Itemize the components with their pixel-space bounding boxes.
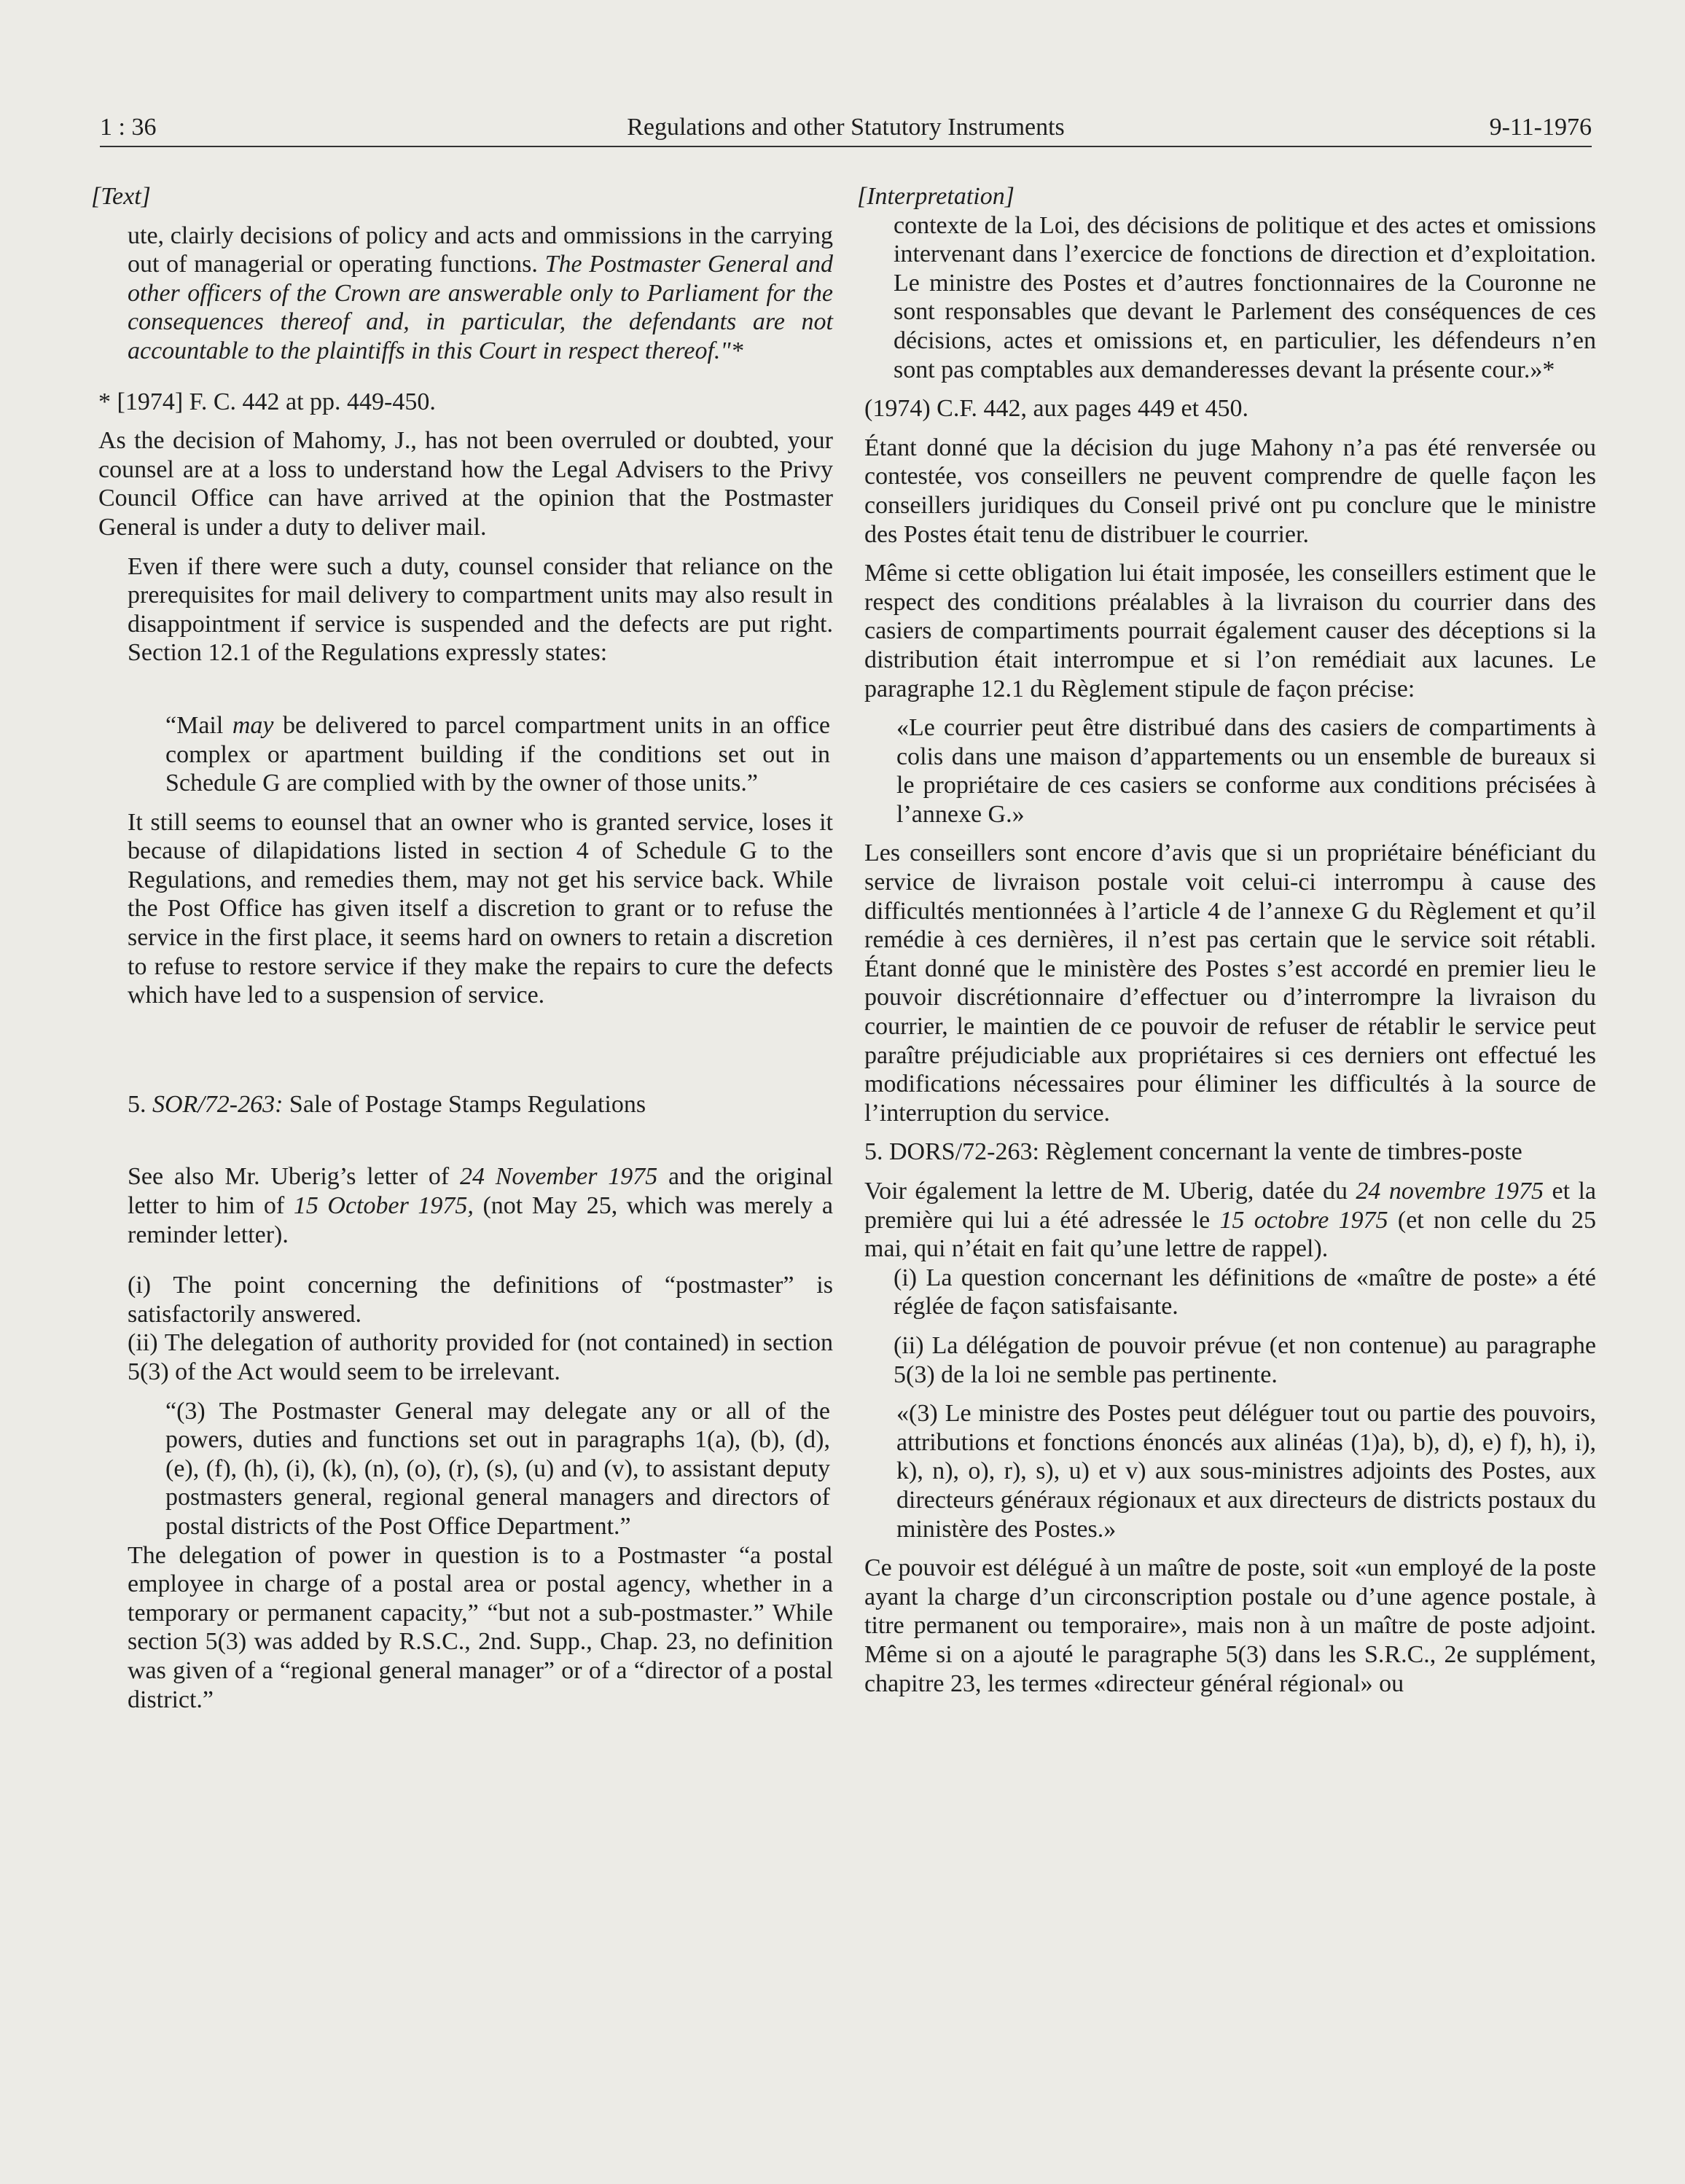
- paragraph: As the decision of Mahomy, J., has not been overruled or doubted, your counsel are at a loss to understand how the Legal Advisers to the Privy Council Office can have arrived at the opinion that the Postmaster General is under a duty to deliver mail.: [98, 427, 833, 541]
- paragraph: Voir également la lettre de M. Uberig, datée du 24 novembre 1975 et la première qui lui a été adressée le 15 octobre 1975 (et non celle du 25 mai, qui n’était en fait qu’une lettre de rappel).: [864, 1178, 1597, 1263]
- block-quote: “(3) The Postmaster General may delegate any or all of the powers, duties and functions set out in paragraphs 1(a), (b), (d), (e), (f), (h), (i), (k), (n), (o), (r), (s), (u) and (v), to assistant deputy postmasters general, regional general managers and directors of postal districts of the Post Office Department.”: [165, 1397, 830, 1540]
- footnote: (1974) C.F. 442, aux pages 449 et 450.: [864, 395, 1249, 423]
- page-number: 1 : 36: [100, 114, 157, 141]
- paragraph: The delegation of power in question is to a Postmaster “a postal employee in charge of a postal area or postal agency, whether in a temporary or permanent capacity,” “but not a sub-postmaster.” While section 5(3) was added by R.S.C., 2nd. Supp., Chap. 23, no definition was given of a “regional general manager” or of a “director of a postal district.”: [128, 1541, 833, 1713]
- block-quote: «Le courrier peut être distribué dans des casiers de compartiments à colis dans une maison d’appartements ou un ensemble de bureaux si le propriétaire de ces casiers se conforme aux conditions précisées à l’annexe G.»: [896, 714, 1596, 828]
- header-title: Regulations and other Statutory Instruments: [627, 114, 1065, 141]
- list-item: (ii) La délégation de pouvoir prévue (et non contenue) au paragraphe 5(3) de la loi ne semble pas pertinente.: [894, 1331, 1596, 1388]
- paragraph: ute, clairly decisions of policy and acts and ommissions in the carrying out of managerial or operating functions. The Postmaster General and other officers of the Crown are answerable only to Parliament for the consequences thereof and, in particular, the defendants are not accountable to the plaintiffs in this Court in respect thereof."*: [128, 222, 833, 364]
- section-5-heading: 5. SOR/72-263: Sale of Postage Stamps Regulations: [128, 1090, 646, 1118]
- paragraph: Même si cette obligation lui était imposée, les conseillers estiment que le respect des conditions préalables à la livraison du courrier dans des casiers de compartiments pourrait également causer des déceptions si la distribution était interrompue et si l’on remédiait aux lacunes. Le paragraphe 12.1 du Règlement stipule de façon précise:: [864, 560, 1596, 702]
- paragraph: Étant donné que la décision du juge Mahony n’a pas été renversée ou contestée, vos conseillers ne peuvent comprendre de quelle façon les conseillers juridiques du Conseil privé ont pu conclure que le ministre des Postes était tenu de distribuer le courrier.: [864, 434, 1596, 548]
- paragraph: See also Mr. Uberig’s letter of 24 November 1975 and the original letter to him of 15 October 1975, (not May 25, which was merely a reminder letter).: [128, 1163, 833, 1248]
- paragraph: It still seems to eounsel that an owner who is granted service, loses it because of dilapidations listed in section 4 of Schedule G to the Regulations, and remedies them, may not get his service back. While the Post Office has given itself a discretion to grant or to refuse the service in the first place, it seems hard on owners to retain a discretion to refuse to restore service if they make the repairs to cure the defects which have led to a suspension of service.: [128, 808, 833, 1009]
- list-item: (i) La question concernant les définitions de «maître de poste» a été réglée de façon satisfaisante.: [894, 1264, 1596, 1320]
- paragraph: Even if there were such a duty, counsel consider that reliance on the prerequisites for mail delivery to compartment units may also result in disappointment if service is suspended and the defects are put right. Section 12.1 of the Regulations expressly states:: [128, 552, 833, 667]
- header-date: 9-11-1976: [1489, 114, 1592, 141]
- french-column: [857, 182, 1597, 1698]
- section-5-heading: 5. DORS/72-263: Règlement concernant la vente de timbres-poste: [864, 1138, 1522, 1166]
- section-heading: [Interpretation]: [857, 183, 1014, 210]
- section-heading: [Text]: [91, 183, 151, 210]
- block-quote: «(3) Le ministre des Postes peut déléguer tout ou partie des pouvoirs, attributions et fonctions énoncés aux alinéas (1)a), b), d), e) f), h), i), k), n), o), r), s), u) et v) aux sous-ministres adjoints des Postes, aux directeurs généraux régionaux et aux directeurs de districts postaux du ministère des Postes.»: [896, 1400, 1596, 1543]
- paragraph: contexte de la Loi, des décisions de politique et des actes et omissions intervenant dans l’exercice de fonctions de direction et d’exploitation. Le ministre des Postes et d’autres fonctionnaires de la Couronne ne sont responsables que devant le Parlement des conséquences de ces décisions, actes et omissions et, en particulier, les défendeurs n’en sont pas comptables aux demanderesses devant la présente cour.»*: [894, 211, 1596, 383]
- paragraph: Les conseillers sont encore d’avis que si un propriétaire bénéficiant du service de livraison postale voit celui-ci interrompu à cause des difficultés mentionnées à l’article 4 de l’annexe G du Règlement et qu’il remédie à ces dernières, il n’est pas certain que le service soit rétabli. Étant donné que le ministère des Postes s’est accordé en premier lieu le pouvoir discrétionnaire d’effectuer ou d’interrompre la livraison du courrier, le maintien de ce pouvoir de refuser de rétablir le service peut paraître préjudiciable aux propriétaires si ces derniers ont effectué les modifications nécessaires pour éliminer les difficultés à la source de l’interruption du service.: [864, 839, 1596, 1127]
- list-item: (i) The point concerning the definitions of “postmaster” is satisfactorily answered.: [128, 1272, 833, 1328]
- paragraph: Ce pouvoir est délégué à un maître de poste, soit «un employé de la poste ayant la charge d’un circonscription postale ou d’une agence postale, à titre permanent ou temporaire», mais non à un maître de poste adjoint. Même si on a ajouté le paragraphe 5(3) dans les S.R.C., 2e supplément, chapitre 23, les termes «directeur général régional» ou: [864, 1554, 1596, 1697]
- running-header: [100, 109, 1592, 147]
- footnote: * [1974] F. C. 442 at pp. 449-450.: [98, 388, 436, 415]
- list-item: (ii) The delegation of authority provided for (not contained) in section 5(3) of the Act would seem to be irrelevant.: [128, 1329, 833, 1385]
- english-column: [91, 182, 833, 1714]
- block-quote: “Mail may be delivered to parcel compartment units in an office complex or apartment building if the conditions set out in Schedule G are complied with by the owner of those units.”: [165, 711, 831, 797]
